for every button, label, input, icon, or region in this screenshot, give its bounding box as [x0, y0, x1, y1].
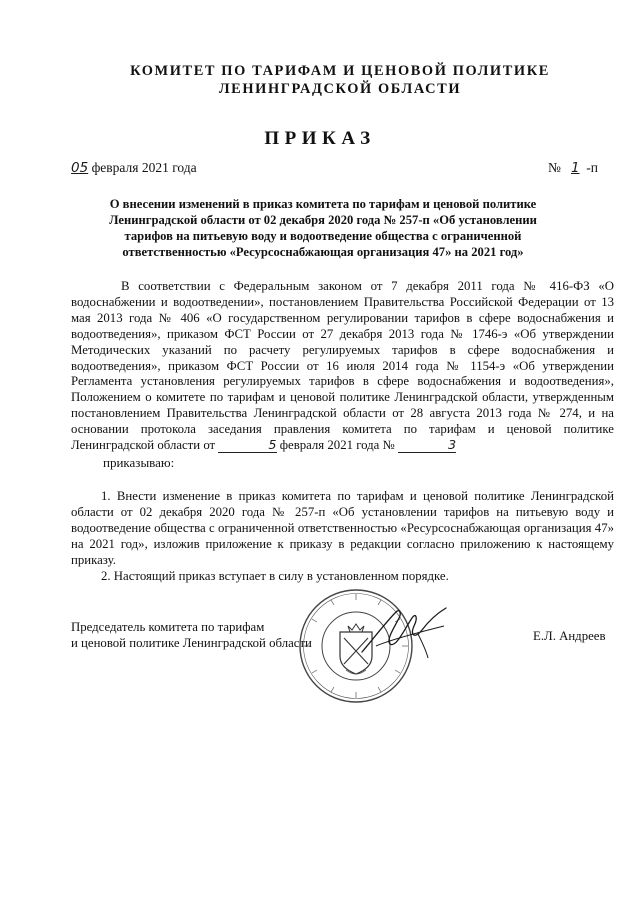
seal-text [0, 0, 1, 1]
preamble-main-text: В соответствии с Федеральным законом от 7 декабря 2011 года № 416-ФЗ «О водоснабжении и водоотведении», постановлением Правительства Российской Федерации от 13 мая 2013 года № 406 «О государственном регулировании тарифов в сфере водоснабжения и водоотведения», приказом ФСТ России от 27 декабря 2013 года № 1746-э «Об утверждении Методических указаний по расчету регулируемых тарифов в сфере водоснабжения и водоотведения», приказом ФСТ России от 16 июля 2014 года № 1154-э «Об утверждении Регламента установления регулируемых тарифов в сфере водоснабжения и водоотведения», Положением о комитете по тарифам и ценовой политике Ленинградской области, утвержденным постановлением Правительства Ленинградской области от 28 августа 2013 года № 274, и на основании протокола заседания правления комитета по тарифам и ценовой политике Ленинградской области от [71, 279, 614, 453]
order-item-2: 2. Настоящий приказ вступает в силу в установленном порядке. [101, 569, 449, 583]
signer-position-line-2: и ценовой политике Ленинградской области [71, 636, 312, 650]
order-directive: приказываю: [103, 455, 175, 470]
order-date [71, 160, 197, 176]
order-number-value: 1 [570, 160, 580, 176]
order-subject: О внесении изменений в приказ комитета по тарифам и ценовой политике Ленинградской области от 02 декабря 2020 года № 257-п «Об установлении тарифов на питьевую воду и водоотведение общества с ограниченной ответственностью «Ресурсоснабжающая организация 47» на 2021 год» [109, 197, 537, 259]
protocol-number: 3 [398, 439, 456, 453]
issuer-header [60, 62, 620, 98]
order-number-prefix: № [548, 160, 565, 175]
order-number-suffix: -п [586, 160, 598, 175]
issuer-line-2: ЛЕНИНГРАДСКОЙ ОБЛАСТИ [218, 81, 462, 97]
signer-position [71, 619, 312, 651]
order-date-day: 05 [71, 160, 89, 176]
order-item-1: 1. Внести изменение в приказ комитета по тарифам и ценовой политике Ленинградской области от 02 декабря 2020 года № 257-п «Об установлении тарифов на питьевую воду и водоотведение общества с ограниченной ответственностью «Ресурсоснабжающая организация 47» на 2021 год», изложив приложение к приказу в редакции согласно приложению к настоящему приказу. [71, 489, 614, 567]
order-date-rest: февраля 2021 года [88, 160, 197, 175]
issuer-line-1: КОМИТЕТ ПО ТАРИФАМ И ЦЕНОВОЙ ПОЛИТИКЕ [130, 63, 550, 79]
signer-position-line-1: Председатель комитета по тарифам [71, 620, 265, 634]
preamble-middle-text: февраля 2021 года № [279, 438, 395, 453]
protocol-day: 5 [218, 439, 276, 453]
order-items [71, 488, 614, 584]
order-number [548, 160, 598, 176]
signer-name: Е.Л. Андреев [533, 629, 606, 643]
handwritten-signature [356, 600, 454, 664]
document-title: ПРИКАЗ [264, 128, 376, 149]
preamble-paragraph [71, 279, 614, 454]
